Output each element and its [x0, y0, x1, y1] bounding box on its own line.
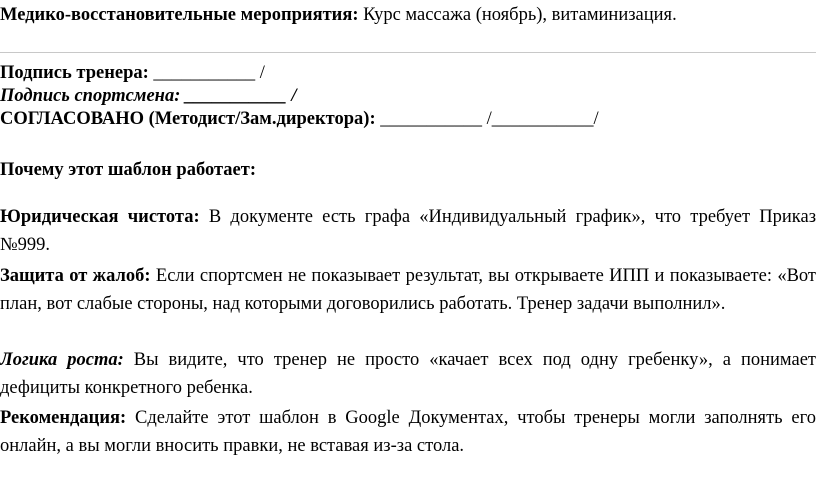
approval-blank: ___________ /___________/	[380, 109, 599, 129]
approval-line	[0, 108, 599, 130]
medical-measures-value: Курс массажа (ноябрь), витаминизация.	[363, 5, 677, 25]
athlete-signature-label: Подпись спортсмена:	[0, 86, 181, 106]
approval-label: СОГЛАСОВАНО (Методист/Зам.директора):	[0, 109, 376, 129]
section-divider	[0, 52, 816, 53]
why-heading: Почему этот шаблон работает:	[0, 160, 256, 180]
point-growth-logic	[0, 346, 816, 402]
coach-signature-line	[0, 62, 265, 84]
point-label: Рекомендация:	[0, 408, 127, 428]
point-text: Если спортсмен не показывает результат, вы открываете ИПП и показываете: «Вот план, вот слабые стороны, над которыми договорились работать. Тренер задачи выполнил».	[0, 266, 816, 314]
point-text: Вы видите, что тренер не просто «качает всех под одну гребенку», а понимает дефициты конкретного ребенка.	[0, 350, 816, 398]
athlete-signature-line	[0, 85, 297, 107]
point-text: В документе есть графа «Индивидуальный график», что требует Приказ №999.	[0, 207, 816, 255]
point-recommendation	[0, 404, 816, 460]
point-label: Юридическая чистота:	[0, 207, 200, 227]
medical-measures-label: Медико-восстановительные мероприятия:	[0, 5, 359, 25]
point-text: Сделайте этот шаблон в Google Документах, чтобы тренеры могли заполнять его онлайн, а вы могли вносить правки, не вставая из-за стола.	[0, 408, 816, 456]
point-label: Логика роста:	[0, 350, 124, 370]
point-legal-purity	[0, 203, 816, 259]
coach-signature-label: Подпись тренера:	[0, 63, 149, 83]
point-label: Защита от жалоб:	[0, 266, 151, 286]
coach-signature-blank: ___________ /	[153, 63, 265, 83]
athlete-signature-blank: ___________ /	[185, 86, 297, 106]
point-complaint-protection	[0, 262, 816, 318]
medical-measures-line	[0, 4, 677, 26]
